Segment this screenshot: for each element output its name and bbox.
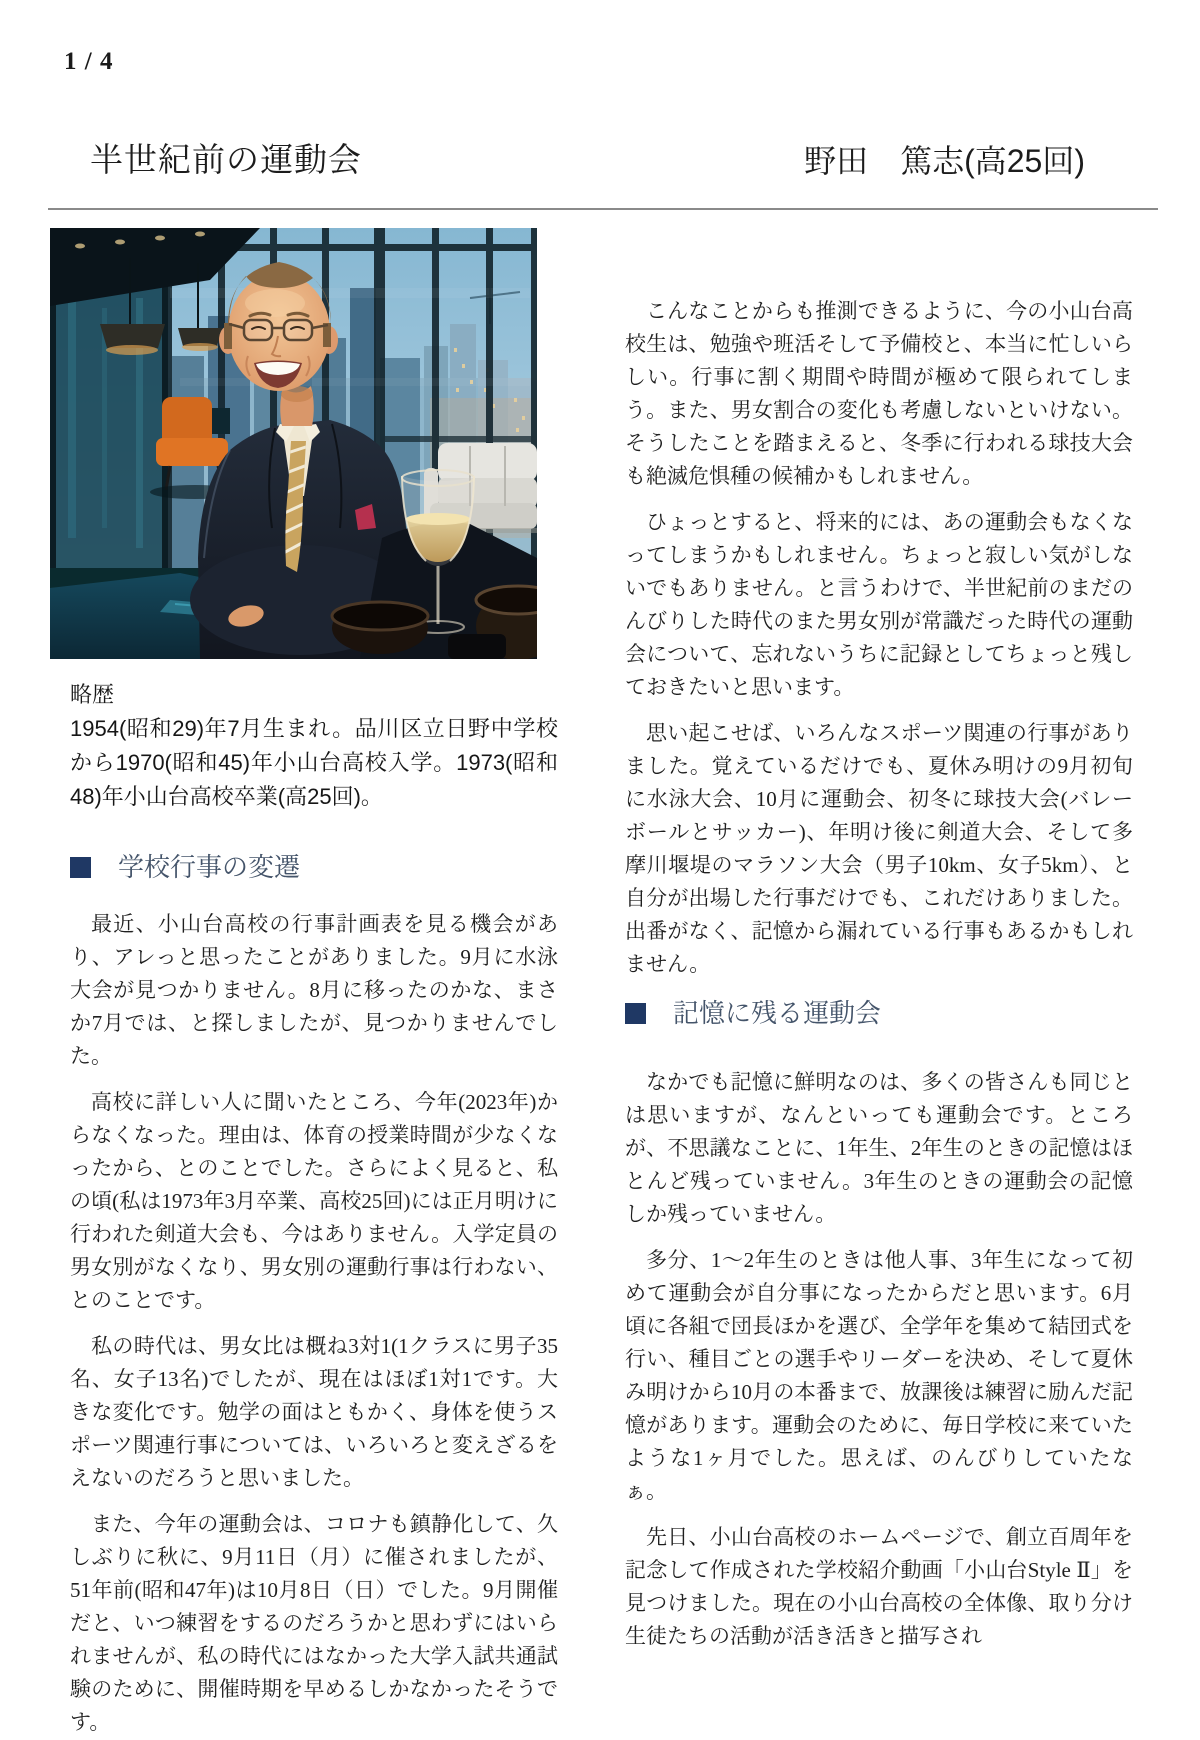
article-title: 半世紀前の運動会	[90, 141, 362, 178]
article-paragraph: 私の時代は、男女比は概ね3対1(1クラスに男子35名、女子13名)でしたが、現在はほぼ1対1です。大きな変化です。勉学の面はともかく、身体を使うスポーツ関連行事については、いろいろと変えざるをえないのだろうと思いました。	[70, 1334, 558, 1490]
page-number: 1 / 4	[64, 48, 114, 75]
article-paragraph: ひょっとすると、将来的には、あの運動会もなくなってしまうかもしれません。ちょっと寂しい気がしないでもありません。と言うわけで、半世紀前のまだのんびりした時代のまた男女別が常識だった時代の運動会について、忘れないうちに記録としてちょっと残しておきたいと思います。	[625, 510, 1133, 699]
author-portrait-photo	[50, 228, 537, 659]
article-paragraph: 最近、小山台高校の行事計画表を見る機会があり、アレっと思ったことがありました。9月に水泳大会が見つかりません。8月に移ったのかな、まさか7月では、と探しましたが、見つかりませんでした。	[70, 912, 558, 1068]
article-author: 野田 篤志(高25回)	[804, 143, 1085, 179]
left-column	[70, 678, 558, 1740]
article-paragraph: 先日、小山台高校のホームページで、創立百周年を記念して作成された学校紹介動画「小山台Style Ⅱ」を見つけました。現在の小山台高校の全体像、取り分け生徒たちの活動が活き活きと描写され	[625, 1525, 1133, 1648]
section-heading-memorable-sports-day	[625, 998, 1133, 1028]
article-paragraph: また、今年の運動会は、コロナも鎮静化して、久しぶりに秋に、9月11日（月）に催されましたが、51年前(昭和47年)は10月8日（日）でした。9月開催だと、いつ練習をするのだろうかと思わずにはいられませんが、私の時代にはなかった大学入試共通試験のために、開催時期を早めるしかなかったそうです。	[70, 1512, 558, 1734]
section-heading-school-events	[70, 852, 558, 882]
square-bullet-icon	[625, 1003, 646, 1024]
article-paragraph: 高校に詳しい人に聞いたところ、今年(2023年)からなくなった。理由は、体育の授業時間が少なくなったから、とのことでした。さらによく見ると、私の頃(私は1973年3月卒業、高校25回)には正月明けに行われた剣道大会も、今はありません。入学定員の男女別がなくなり、男女別の運動行事は行わない、とのことです。	[70, 1090, 558, 1312]
article-paragraph: なかでも記憶に鮮明なのは、多くの皆さんも同じとは思いますが、なんといっても運動会です。ところが、不思議なことに、1年生、2年生のときの記憶はほとんど残っていません。3年生のときの運動会の記憶しか残っていません。	[625, 1070, 1133, 1226]
bio-heading: 略歴	[70, 682, 115, 707]
author-bio	[70, 678, 558, 814]
article-paragraph: 思い起こせば、いろんなスポーツ関連の行事がありました。覚えているだけでも、夏休み明けの9月初旬に水泳大会、10月に運動会、初冬に球技大会(バレーボールとサッカー)、年明け後に剣道大会、そして多摩川堰堤のマラソン大会（男子10km、女子5km）、と自分が出場した行事だけでも、これだけありました。出番がなく、記憶から漏れている行事もあるかもしれません。	[625, 721, 1133, 976]
section-heading-label: 学校行事の変遷	[118, 852, 301, 882]
article-paragraph: 多分、1〜2年生のときは他人事、3年生になって初めて運動会が自分事になったからだと思います。6月頃に各組で団長ほかを選び、全学年を集めて結団式を行い、種目ごとの選手やリーダーを決め、そして夏休み明けから10月の本番まで、放課後は練習に励んだ記憶があります。運動会のために、毎日学校に来ていたような1ヶ月でした。思えば、のんびりしていたなぁ。	[625, 1248, 1133, 1503]
section-heading-label: 記憶に残る運動会	[673, 998, 882, 1028]
square-bullet-icon	[70, 857, 91, 878]
bio-text: 1954(昭和29)年7月生まれ。品川区立日野中学校から1970(昭和45)年小山台高校入学。1973(昭和48)年小山台高校卒業(高25回)。	[70, 716, 558, 809]
dark-bowl	[332, 602, 428, 654]
right-column	[625, 295, 1133, 1666]
header-divider	[48, 208, 1158, 210]
article-paragraph: こんなことからも推測できるように、今の小山台高校生は、勉強や班活そして予備校と、本当に忙しいらしい。行事に割く期間や時間が極めて限られてしまう。また、男女割合の変化も考慮しないといけない。そうしたことを踏まえると、冬季に行われる球技大会も絶滅危惧種の候補かもしれません。	[625, 299, 1133, 488]
